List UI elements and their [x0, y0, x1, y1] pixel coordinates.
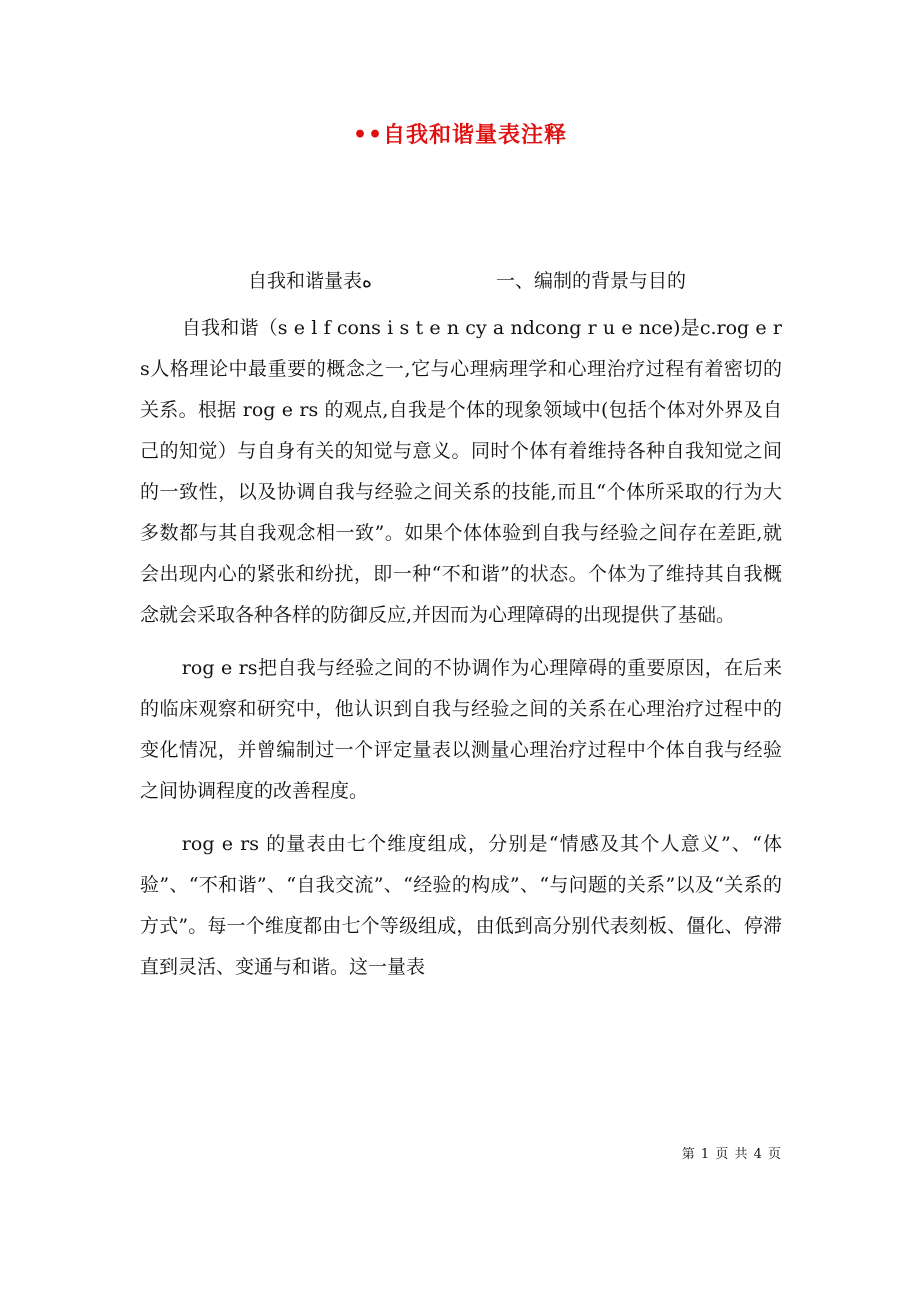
- paragraph: rog e rs 的量表由七个维度组成，分别是“情感及其个人意义”、“体验”、“不和谐”、“自我交流”、“经验的构成”、“与问题的关系”以及“关系的方式”。每一个维度都由七个等级组成，由低到高分别代表刻板、僵化、停滞直到灵活、变通与和谐。这一量表: [140, 833, 782, 978]
- document-body: [140, 308, 782, 1000]
- section-heading: 一、编制的背景与目的: [496, 270, 687, 292]
- document-title: ••自我和谐量表注释: [352, 122, 568, 148]
- page-number: 第 1 页 共 4 页: [681, 1147, 782, 1162]
- section-label: 自我和谐量表ﻩ: [248, 270, 372, 292]
- paragraph: rog e rs把自我与经验之间的不协调作为心理障碍的重要原因，在后来的临床观察和研究中，他认识到自我与经验之间的关系在心理治疗过程中的变化情况，并曾编制过一个评定量表以测量心理治疗过程中个体自我与经验之间协调程度的改善程度。: [140, 657, 782, 802]
- paragraph: 自我和谐（s e l f cons i s t e n cy a ndcong r u e nce)是c.rog e r s人格理论中最重要的概念之一,它与心理病理学和心理治疗过程有着密切的关系。根据 rog e rs 的观点,自我是个体的现象领域中(包括个体对外界及自己的知觉）与自身有关的知觉与意义。同时个体有着维持各种自我知觉之间的一致性，以及协调自我与经验之间关系的技能,而且“个体所采取的行为大多数都与其自我观念相一致”。如果个体体验到自我与经验之间存在差距,就会出现内心的紧张和纷扰，即一种“不和谐”的状态。个体为了维持其自我概念就会采取各种各样的防御反应,并因而为心理障碍的出现提供了基础。: [140, 317, 782, 626]
